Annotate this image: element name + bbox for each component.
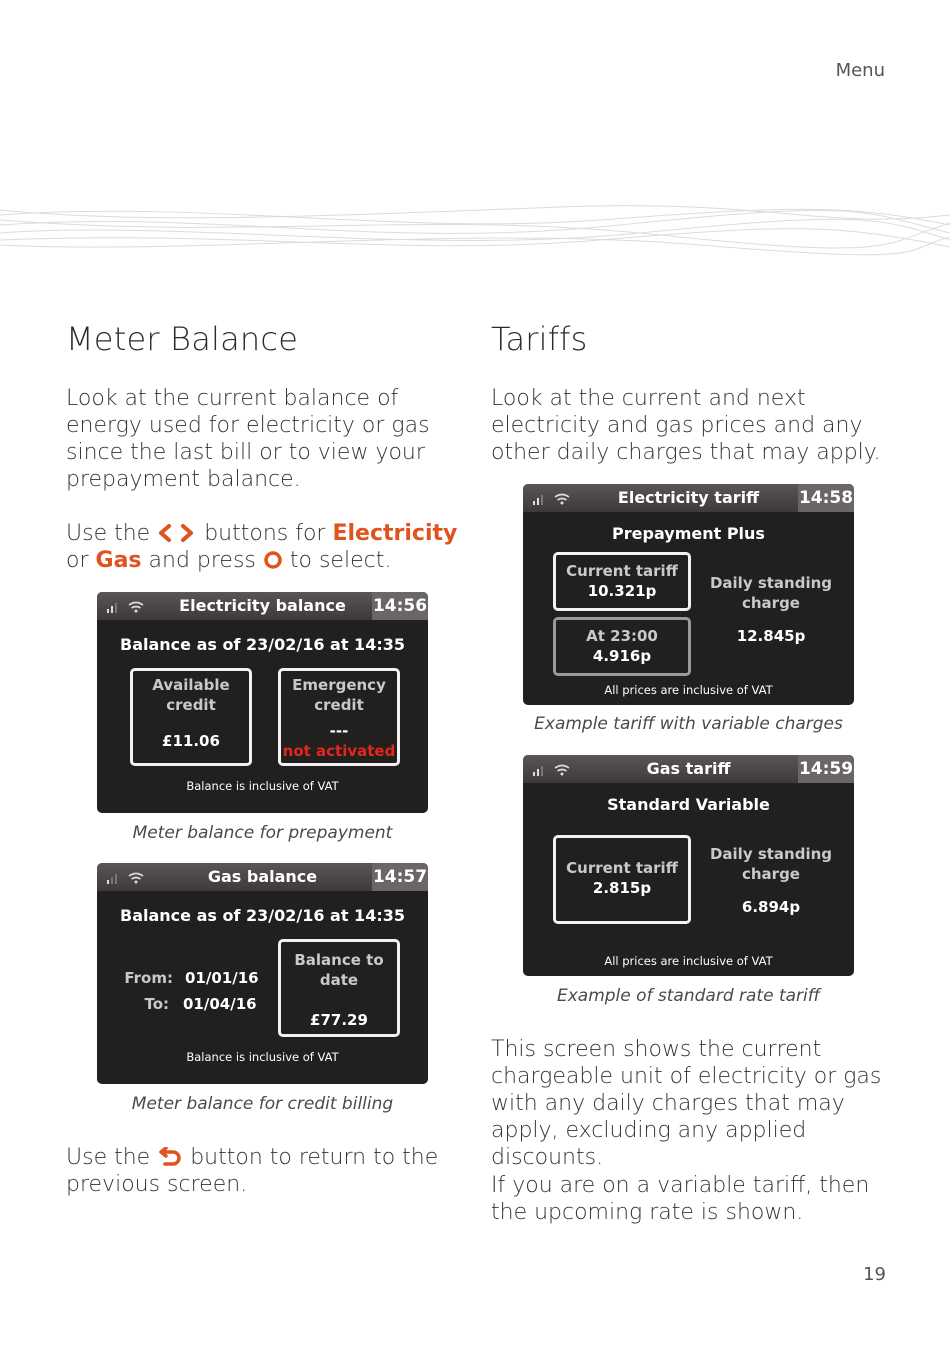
daily-label-2: charge bbox=[741, 594, 800, 612]
gas-label: Gas bbox=[95, 548, 142, 573]
menu-label[interactable]: Menu bbox=[835, 60, 885, 81]
decorative-waves bbox=[0, 195, 950, 265]
screen-header bbox=[97, 863, 428, 891]
plan-name: Standard Variable bbox=[607, 795, 770, 814]
screen-title: Gas balance bbox=[207, 867, 318, 886]
current-tariff-value: 10.321p bbox=[587, 582, 657, 600]
available-label-1: Available bbox=[152, 676, 230, 694]
select-instruction bbox=[66, 520, 466, 574]
from-label: From: bbox=[124, 969, 173, 987]
screen-header bbox=[523, 484, 854, 512]
daily-label-2: charge bbox=[741, 865, 800, 883]
return-prefix: Use the bbox=[66, 1145, 151, 1170]
balance-as-of: Balance as of 23/02/16 at 14:35 bbox=[120, 906, 405, 925]
screen-time: 14:56 bbox=[372, 592, 428, 620]
emergency-value: --- bbox=[329, 722, 349, 740]
current-tariff-label: Current tariff bbox=[566, 859, 678, 877]
balance-to-date-box bbox=[278, 939, 400, 1037]
screen-title: Electricity balance bbox=[179, 596, 346, 615]
screen-header bbox=[523, 755, 854, 783]
instruction-suffix: to select. bbox=[289, 548, 392, 573]
daily-value: 12.845p bbox=[736, 627, 806, 645]
emergency-label-2: credit bbox=[314, 696, 364, 714]
tariffs-intro: Look at the current and next electricity and gas prices and any other daily charges that may apply. bbox=[491, 386, 881, 465]
next-tariff-box bbox=[553, 617, 691, 676]
screen-time: 14:58 bbox=[798, 484, 854, 512]
current-tariff-label: Current tariff bbox=[566, 562, 678, 580]
vat-note: All prices are inclusive of VAT bbox=[604, 954, 773, 968]
to-label: To: bbox=[144, 995, 169, 1013]
screen-title: Gas tariff bbox=[646, 759, 731, 778]
available-credit-box bbox=[130, 668, 252, 766]
daily-label-1: Daily standing bbox=[709, 574, 833, 592]
instruction-press: and press bbox=[148, 548, 256, 573]
screen-time: 14:57 bbox=[372, 863, 428, 891]
current-tariff-box bbox=[553, 552, 691, 611]
screen-time: 14:59 bbox=[798, 755, 854, 783]
tariffs-heading: Tariffs bbox=[491, 320, 588, 358]
standard-rate-caption: Example of standard rate tariff bbox=[556, 986, 821, 1006]
meter-balance-intro: Look at the current balance of energy used for electricity or gas since the last bill or to view your prepayment balance. bbox=[66, 386, 430, 492]
screen-header bbox=[97, 592, 428, 620]
screen-title: Electricity tariff bbox=[617, 488, 760, 507]
electricity-label: Electricity bbox=[332, 521, 458, 546]
gas-tariff-screen bbox=[523, 755, 854, 976]
page-number: 19 bbox=[863, 1264, 886, 1285]
current-tariff-value: 2.815p bbox=[592, 879, 652, 897]
vat-note: All prices are inclusive of VAT bbox=[604, 683, 773, 697]
emergency-label-1: Emergency bbox=[292, 676, 386, 694]
balance-as-of: Balance as of 23/02/16 at 14:35 bbox=[120, 635, 405, 654]
daily-standing-charge bbox=[701, 844, 841, 917]
prepayment-caption: Meter balance for prepayment bbox=[132, 823, 393, 843]
balance-to-date-value: £77.29 bbox=[310, 1011, 368, 1029]
available-label-2: credit bbox=[166, 696, 216, 714]
current-tariff-box bbox=[553, 835, 691, 924]
return-suffix: button to return to the previous screen. bbox=[66, 1145, 439, 1197]
daily-standing-charge bbox=[701, 573, 841, 646]
left-right-arrows-icon bbox=[157, 523, 197, 543]
next-tariff-value: 4.916p bbox=[592, 647, 652, 665]
instruction-prefix: Use the bbox=[66, 521, 151, 546]
to-value: 01/04/16 bbox=[183, 995, 257, 1013]
available-value: £11.06 bbox=[162, 732, 220, 750]
tariffs-explanation-2: If you are on a variable tariff, then the upcoming rate is shown. bbox=[491, 1173, 870, 1225]
variable-tariff-caption: Example tariff with variable charges bbox=[534, 714, 843, 734]
from-value: 01/01/16 bbox=[185, 969, 259, 987]
meter-balance-heading: Meter Balance bbox=[66, 320, 299, 358]
vat-note: Balance is inclusive of VAT bbox=[186, 1050, 339, 1064]
instruction-or: or bbox=[66, 548, 89, 573]
return-instruction bbox=[66, 1144, 466, 1198]
electricity-tariff-screen bbox=[523, 484, 854, 705]
balance-to-date-label: Balance to date bbox=[294, 951, 384, 989]
daily-label-1: Daily standing bbox=[709, 845, 833, 863]
plan-name: Prepayment Plus bbox=[612, 524, 765, 543]
next-tariff-label: At 23:00 bbox=[586, 627, 658, 645]
electricity-balance-screen bbox=[97, 592, 428, 813]
select-circle-icon bbox=[263, 550, 283, 570]
daily-value: 6.894p bbox=[741, 898, 801, 916]
instruction-middle: buttons for bbox=[204, 521, 326, 546]
emergency-status: not activated bbox=[282, 742, 396, 760]
tariffs-explanation-1: This screen shows the current chargeable unit of electricity or gas with any daily charges that may apply, excluding any applied discounts. bbox=[491, 1037, 882, 1170]
credit-billing-caption: Meter balance for credit billing bbox=[131, 1094, 394, 1114]
gas-balance-screen bbox=[97, 863, 428, 1084]
return-arrow-icon bbox=[157, 1147, 183, 1167]
emergency-credit-box bbox=[278, 668, 400, 766]
vat-note: Balance is inclusive of VAT bbox=[186, 779, 339, 793]
